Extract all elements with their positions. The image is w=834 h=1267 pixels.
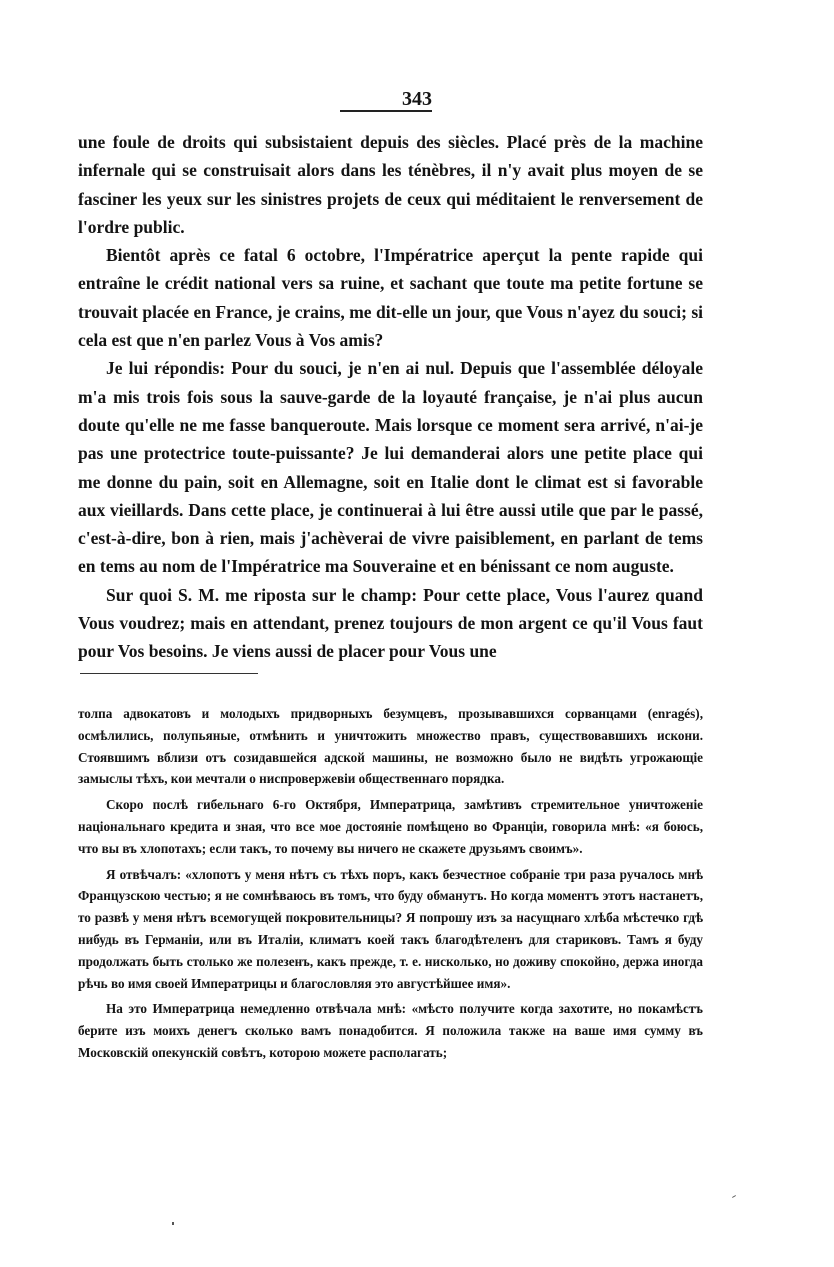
scan-speck bbox=[732, 1195, 736, 1198]
footnote-paragraph-3: Я отвѣчалъ: «хлопотъ у меня нѣтъ съ тѣхъ поръ, какъ безчестное собраніе три раза ручалось мнѣ Французскою честью; я не сомнѣваюсь въ томъ, что буду обманутъ. Но когда моментъ этотъ настанетъ, то развѣ у меня нѣтъ всемогущей покровительницы? Я попрошу изъ за насущнаго хлѣба мѣстечко гдѣ нибудь въ Германіи, или въ Италіи, климатъ коей такъ благодѣтеленъ для стариковъ. Тамъ я буду продолжать быть столько же полезенъ, какъ прежде, т. е. нисколько, но доживу спокойно, держа иногда рѣчь во имя своей Императрицы и благословляя это августѣйшее имя». bbox=[78, 866, 703, 991]
footnote-paragraph-4: На это Императрица немедленно отвѣчала мнѣ: «мѣсто получите когда захотите, но покамѣстъ берите изъ моихъ денегъ сколько вамъ понадобится. Я положила также на ваше имя сумму въ Московскій опекунскій совѣтъ, которою можете располагать; bbox=[78, 1001, 703, 1060]
main-paragraph-4: Sur quoi S. M. me riposta sur le champ: Pour cette place, Vous l'aurez quand Vous voudrez; mais en attendant, prenez toujours de mon argent ce qu'il Vous faut pour Vos besoins. Je viens aussi de placer pour Vous une bbox=[78, 584, 703, 662]
footnote-paragraph-1: толпа адвокатовъ и молодыхъ придворныхъ безумцевъ, прозывавшихся сорванцами (enragés), осмѣлились, полупьяные, отмѣнить и уничтожить множество правъ, существовавшихъ искони. Стоявшимъ вблизи отъ созидавшейся адской машины, не возможно было не видѣть угрожающіе замыслы тѣхъ, кои мечтали о ниспровержевіи общественнаго порядка. bbox=[78, 706, 703, 787]
page-number: 343 bbox=[402, 88, 432, 110]
scan-speck bbox=[172, 1222, 174, 1225]
footnote-separator bbox=[80, 673, 258, 674]
main-paragraph-2: Bientôt après ce fatal 6 octobre, l'Impératrice aperçut la pente rapide qui entraîne le crédit national vers sa ruine, et sachant que toute ma petite fortune se trouvait placée en France, je crains, me dit-elle un jour, que Vous n'ayez du souci; si cela est que n'en parlez Vous à Vos amis? bbox=[78, 245, 703, 351]
main-paragraph-3: Je lui répondis: Pour du souci, je n'en ai nul. Depuis que l'assemblée déloyale m'a mis trois fois sous la sauve-garde de la loyauté française, je n'ai plus aucun doute qu'elle ne me fasse banqueroute. Mais lorsque ce moment sera arrivé, n'ai-je pas une protectrice toute-puissante? Je lui demanderai alors une petite place qui me donne du pain, soit en Allemagne, soit en Italie dont le climat est si favorable aux vieillards. Dans cette place, je continuerai à lui être aussi utile que par le passé, c'est-à-dire, bon à rien, mais j'achèverai de vivre paisiblement, en parlant de tems en tems au nom de l'Impératrice ma Souveraine et en bénissant ce nom auguste. bbox=[78, 358, 703, 577]
footnote-paragraph-2: Скоро послѣ гибельнаго 6-го Октября, Императрица, замѣтивъ стремительное уничтоженіе національнаго кредита и зная, что все мое достояніе помѣщено во Франціи, говорила мнѣ: «я боюсь, что вы въ хлопотахъ; если такъ, то почему вы ничего не скажете друзьямъ своимъ». bbox=[78, 797, 703, 856]
page-number-underline bbox=[340, 110, 432, 112]
main-paragraph-1: une foule de droits qui subsistaient depuis des siècles. Placé près de la machine infernale qui se construisait alors dans les ténèbres, il n'y avait plus moyen de se fasciner les yeux sur les sinistres projets de ceux qui méditaient le renversement de l'ordre public. bbox=[78, 132, 703, 237]
main-text bbox=[78, 128, 703, 666]
footnote-text bbox=[78, 703, 703, 1064]
